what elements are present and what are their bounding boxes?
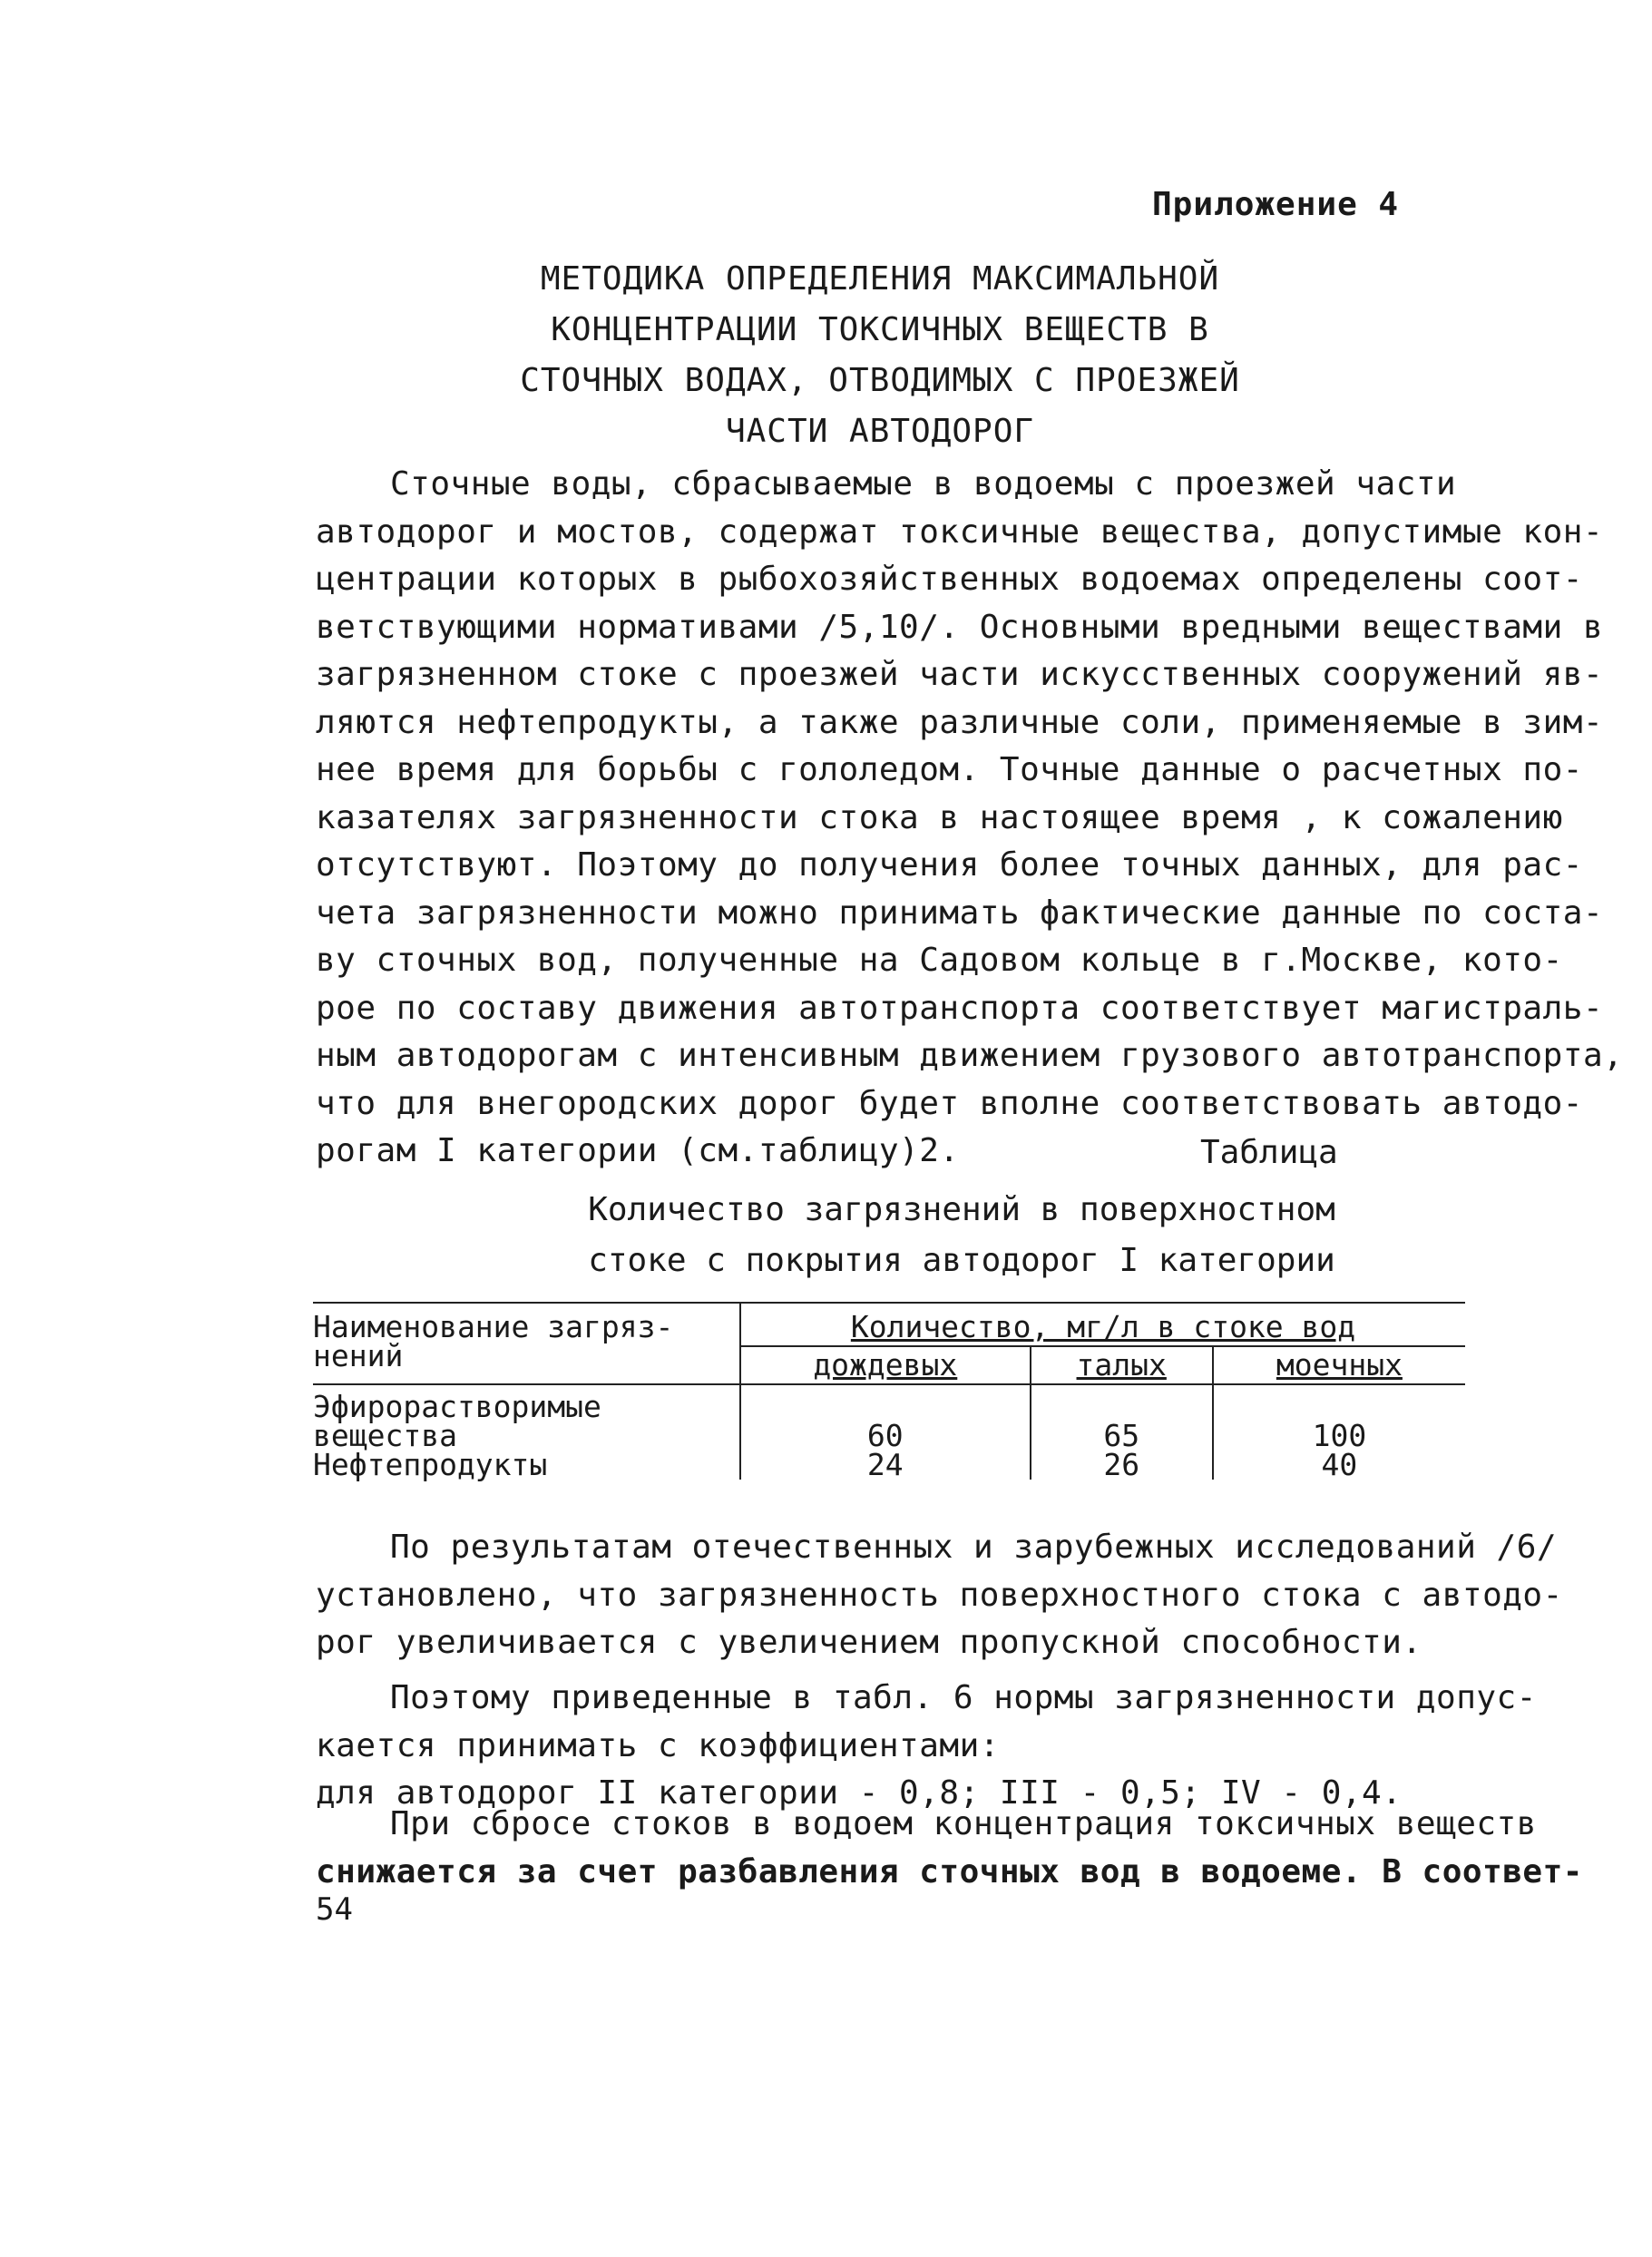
text-line: загрязненном стоке с проезжей части искусственных сооружений яв- [316,656,1604,693]
cell-value-text: 60 [866,1418,904,1453]
page-number: 54 [316,1891,353,1928]
text-line: По результатам отечественных и зарубежных исследований /6/ [390,1529,1558,1566]
row-name: Эфирорастворимые вещества [313,1384,740,1451]
column-header-rain: дождевых [740,1346,1031,1384]
text-line: автодорог и мостов, содержат токсичные вещества, допустимые кон- [316,513,1604,551]
paragraph-intro [316,461,1624,1176]
paragraph-coefficients [316,1675,1537,1818]
paragraph-research [316,1524,1563,1667]
cell-value [1213,1384,1465,1451]
text-line: Поэтому приведенные в табл. 6 нормы загрязненности допус- [390,1679,1537,1716]
table-title-line: Количество загрязнений в поверхностном [588,1191,1335,1228]
table-row [313,1451,1465,1480]
text-line: рог увеличивается с увеличением пропускной способности. [316,1624,1422,1661]
text-line: рогам I категории (см.таблицу)2. [316,1132,960,1169]
table-title [544,1185,1379,1286]
title-line: МЕТОДИКА ОПРЕДЕЛЕНИЯ МАКСИМАЛЬНОЙ [540,260,1220,298]
cell-value [740,1384,1031,1451]
cell-value-text: 65 [1103,1418,1140,1453]
cell-value: 26 [1031,1451,1213,1480]
text-line: установлено, что загрязненность поверхностного стока с автодо- [316,1576,1563,1614]
column-header-name: Наименование загряз-нений [313,1303,740,1384]
paragraph-discharge [316,1801,1583,1896]
text-line: нее время для борьбы с гололедом. Точные данные о расчетных по- [316,751,1583,788]
text-line: центрации которых в рыбохозяйственных водоемах определены соот- [316,561,1583,598]
title-line: КОНЦЕНТРАЦИИ ТОКСИЧНЫХ ВЕЩЕСТВ В [551,311,1209,348]
title-line: СТОЧНЫХ ВОДАХ, ОТВОДИМЫХ С ПРОЕЗЖЕЙ [520,362,1240,399]
title-line: ЧАСТИ АВТОДОРОГ [725,413,1035,450]
table-title-line: стоке с покрытия автодорог I категории [588,1242,1335,1279]
cell-value [1031,1384,1213,1451]
table-label: Таблица [1200,1134,1338,1171]
text-line: отсутствуют. Поэтому до получения более точных данных, для рас- [316,846,1583,884]
document-title [490,254,1270,457]
column-header-melt: талых [1031,1346,1213,1384]
text-line: для автодорог II категории - 0,8; III - 0,5; IV - 0,4. [316,1774,1403,1812]
text-line: что для внегородских дорог будет вполне соответствовать автодо- [316,1084,1583,1122]
text-line: рое по составу движения автотранспорта соответствует магистраль- [316,989,1604,1027]
text-line: ным автодорогам с интенсивным движением грузового автотранспорта, [316,1037,1624,1074]
text-line: ветствующими нормативами /5,10/. Основными вредными веществами в [316,608,1604,646]
text-line: чета загрязненности можно принимать фактические данные по соста- [316,894,1604,932]
table-row [313,1384,1465,1451]
text-line: казателях загрязненности стока в настоящее время , к сожалению [316,798,1563,836]
text-line: ляются нефтепродукты, а также различные соли, применяемые в зим- [316,703,1604,741]
column-header-group: Количество, мг/л в стоке вод [740,1303,1465,1346]
text-line: кается принимать с коэффициентами: [316,1726,1000,1764]
text-line: снижается за счет разбавления сточных вод в водоеме. В соответ- [316,1852,1583,1891]
cell-value-text: 100 [1312,1418,1367,1453]
text-line: При сбросе стоков в водоем концентрация токсичных веществ [390,1805,1537,1842]
text-line: ву сточных вод, полученные на Садовом кольце в г.Москве, кото- [316,942,1563,979]
text-line: Сточные воды, сбрасываемые в водоемы с проезжей части [390,465,1457,503]
row-name: Нефтепродукты [313,1451,740,1480]
appendix-label: Приложение 4 [1152,186,1400,223]
cell-value: 24 [866,1447,904,1482]
column-header-wash: моечных [1213,1346,1465,1384]
pollution-table [313,1302,1465,1480]
cell-value: 40 [1321,1447,1358,1482]
